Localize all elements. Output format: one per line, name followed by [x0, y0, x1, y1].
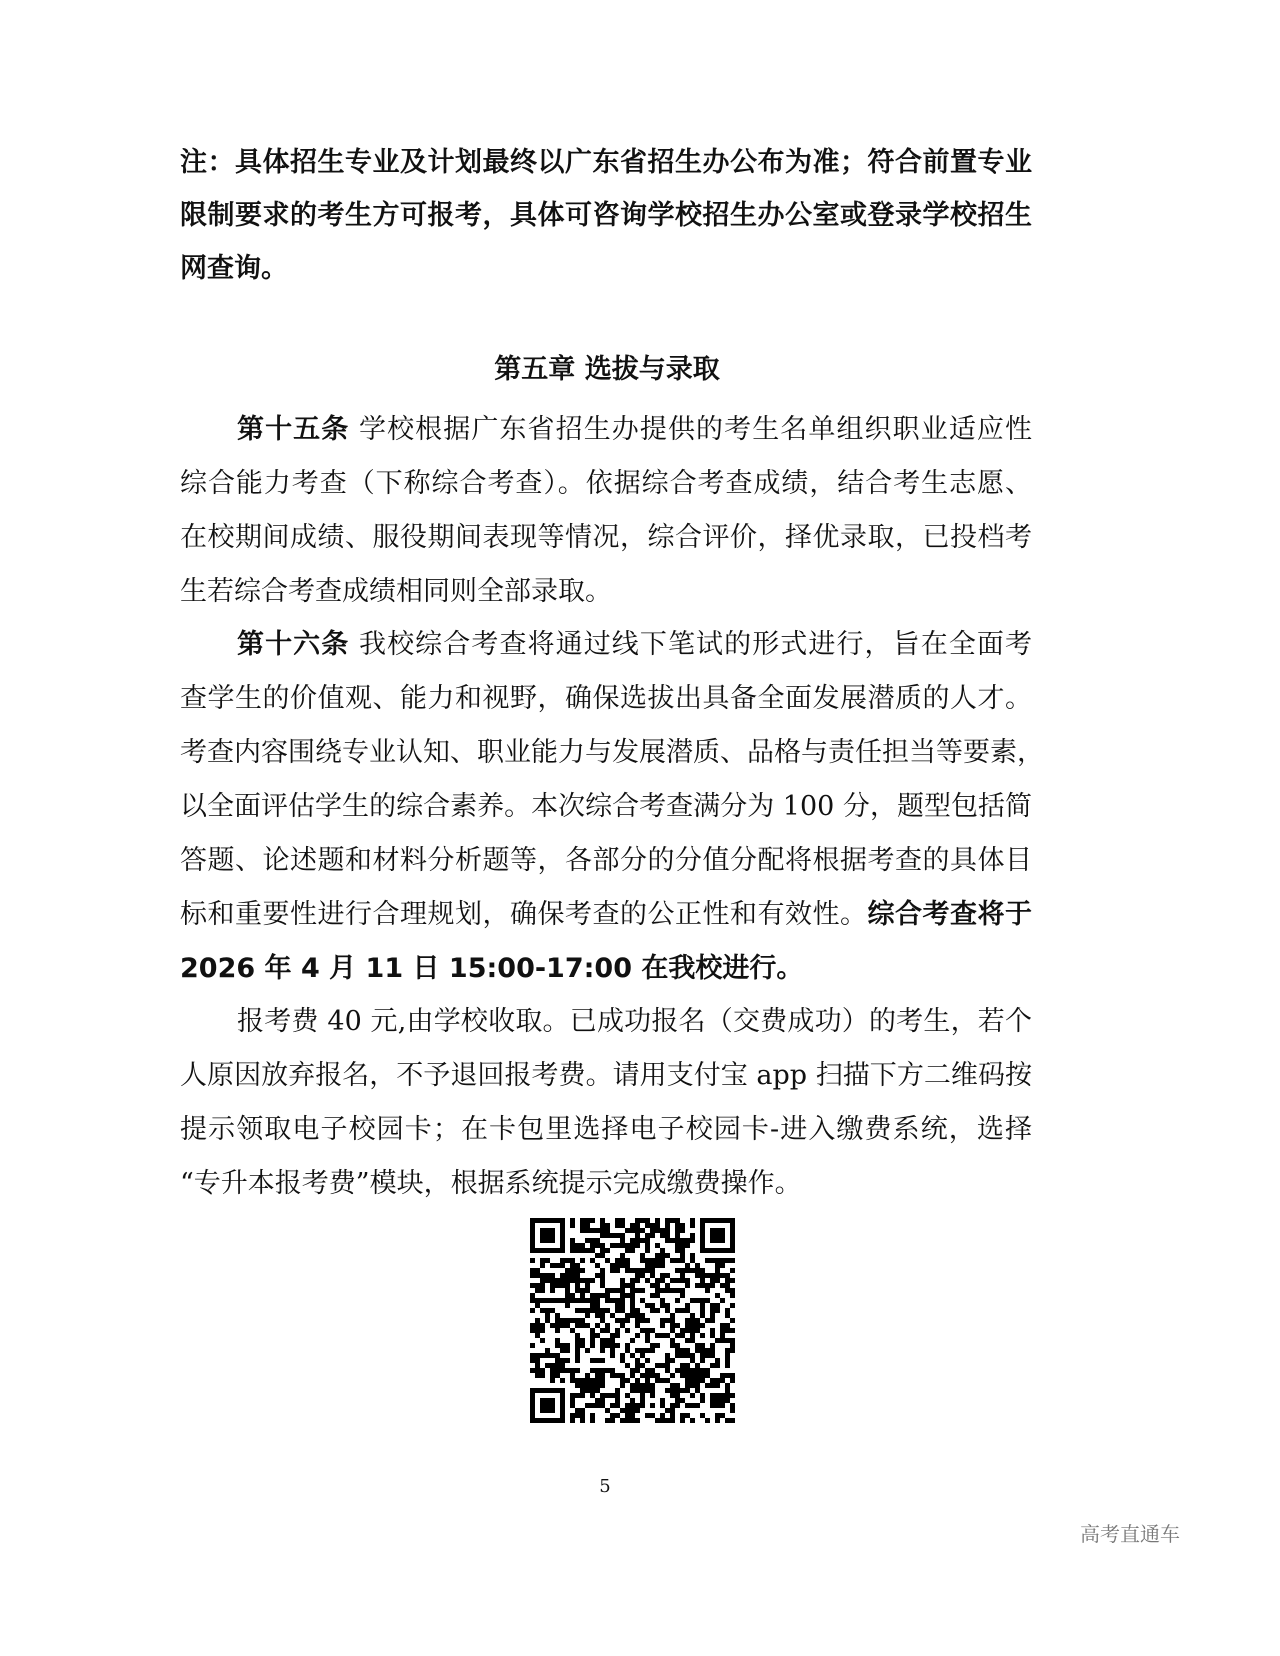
text-segment: 报考费 40 元,由学校收取。已成功报名（交费成功）的考生，若个: [237, 1006, 1032, 1037]
text-segment: 以全面评估学生的综合素养。本次综合考查满分为 100 分，题型包括简: [180, 791, 1032, 822]
text-line: [180, 146, 1032, 180]
text-line: [180, 467, 1032, 501]
text-line: [180, 844, 1032, 878]
text-line: [180, 199, 1032, 233]
bold-text: 限制要求的考生方可报考，具体可咨询学校招生办公室或登录学校招生: [180, 200, 1032, 231]
text-line: [237, 1005, 1032, 1039]
bold-text: 第十五条: [237, 414, 350, 445]
bold-text: 第十六条: [237, 629, 350, 660]
watermark: 高考直通车: [1080, 1522, 1180, 1546]
text-line: [237, 628, 1032, 662]
text-segment: 标和重要性进行合理规划，确保考查的公正性和有效性。: [180, 899, 868, 930]
text-line: [180, 790, 1032, 824]
text-line: [180, 1167, 1032, 1201]
text-line: [180, 1059, 1032, 1093]
text-segment: 在校期间成绩、服役期间表现等情况，综合评价，择优录取，已投档考: [180, 522, 1032, 553]
text-segment: 我校综合考查将通过线下笔试的形式进行，旨在全面考: [349, 629, 1032, 660]
text-line: [180, 898, 1032, 932]
text-line: [180, 1113, 1032, 1147]
text-line: [237, 413, 1032, 447]
text-line: [180, 521, 1032, 555]
qr-code-icon: [530, 1218, 735, 1423]
text-line: [180, 736, 1044, 770]
text-line: [180, 682, 1032, 716]
text-segment: 学校根据广东省招生办提供的考生名单组织职业适应性: [349, 414, 1032, 445]
bold-text: 注：具体招生专业及计划最终以广东省招生办公布为准；符合前置专业: [180, 147, 1032, 178]
text-segment: 人原因放弃报名，不予退回报考费。请用支付宝 app 扫描下方二维码按: [180, 1060, 1032, 1091]
page-number: 5: [599, 1476, 611, 1497]
text-line: [180, 575, 1032, 609]
text-segment: 综合能力考查（下称综合考查）。依据综合考查成绩，结合考生志愿、: [180, 468, 1032, 499]
text-segment: “专升本报考费”模块，根据系统提示完成缴费操作。: [180, 1168, 802, 1199]
text-line: [180, 252, 1032, 286]
text-line: [180, 952, 1032, 986]
bold-text: 网查询。: [180, 253, 288, 284]
text-segment: 查学生的价值观、能力和视野，确保选拔出具备全面发展潜质的人才。: [180, 683, 1032, 714]
text-segment: 提示领取电子校园卡；在卡包里选择电子校园卡-进入缴费系统，选择: [180, 1114, 1032, 1145]
bold-text: 综合考查将于: [867, 899, 1032, 930]
bold-text: 2026 年 4 月 11 日 15:00-17:00 在我校进行。: [180, 953, 804, 984]
text-segment: 考查内容围绕专业认知、职业能力与发展潜质、品格与责任担当等要素，: [180, 737, 1044, 768]
text-segment: 答题、论述题和材料分析题等，各部分的分值分配将根据考查的具体目: [180, 845, 1032, 876]
text-segment: 生若综合考查成绩相同则全部录取。: [180, 576, 612, 607]
chapter-title: 第五章 选拔与录取: [494, 354, 720, 385]
